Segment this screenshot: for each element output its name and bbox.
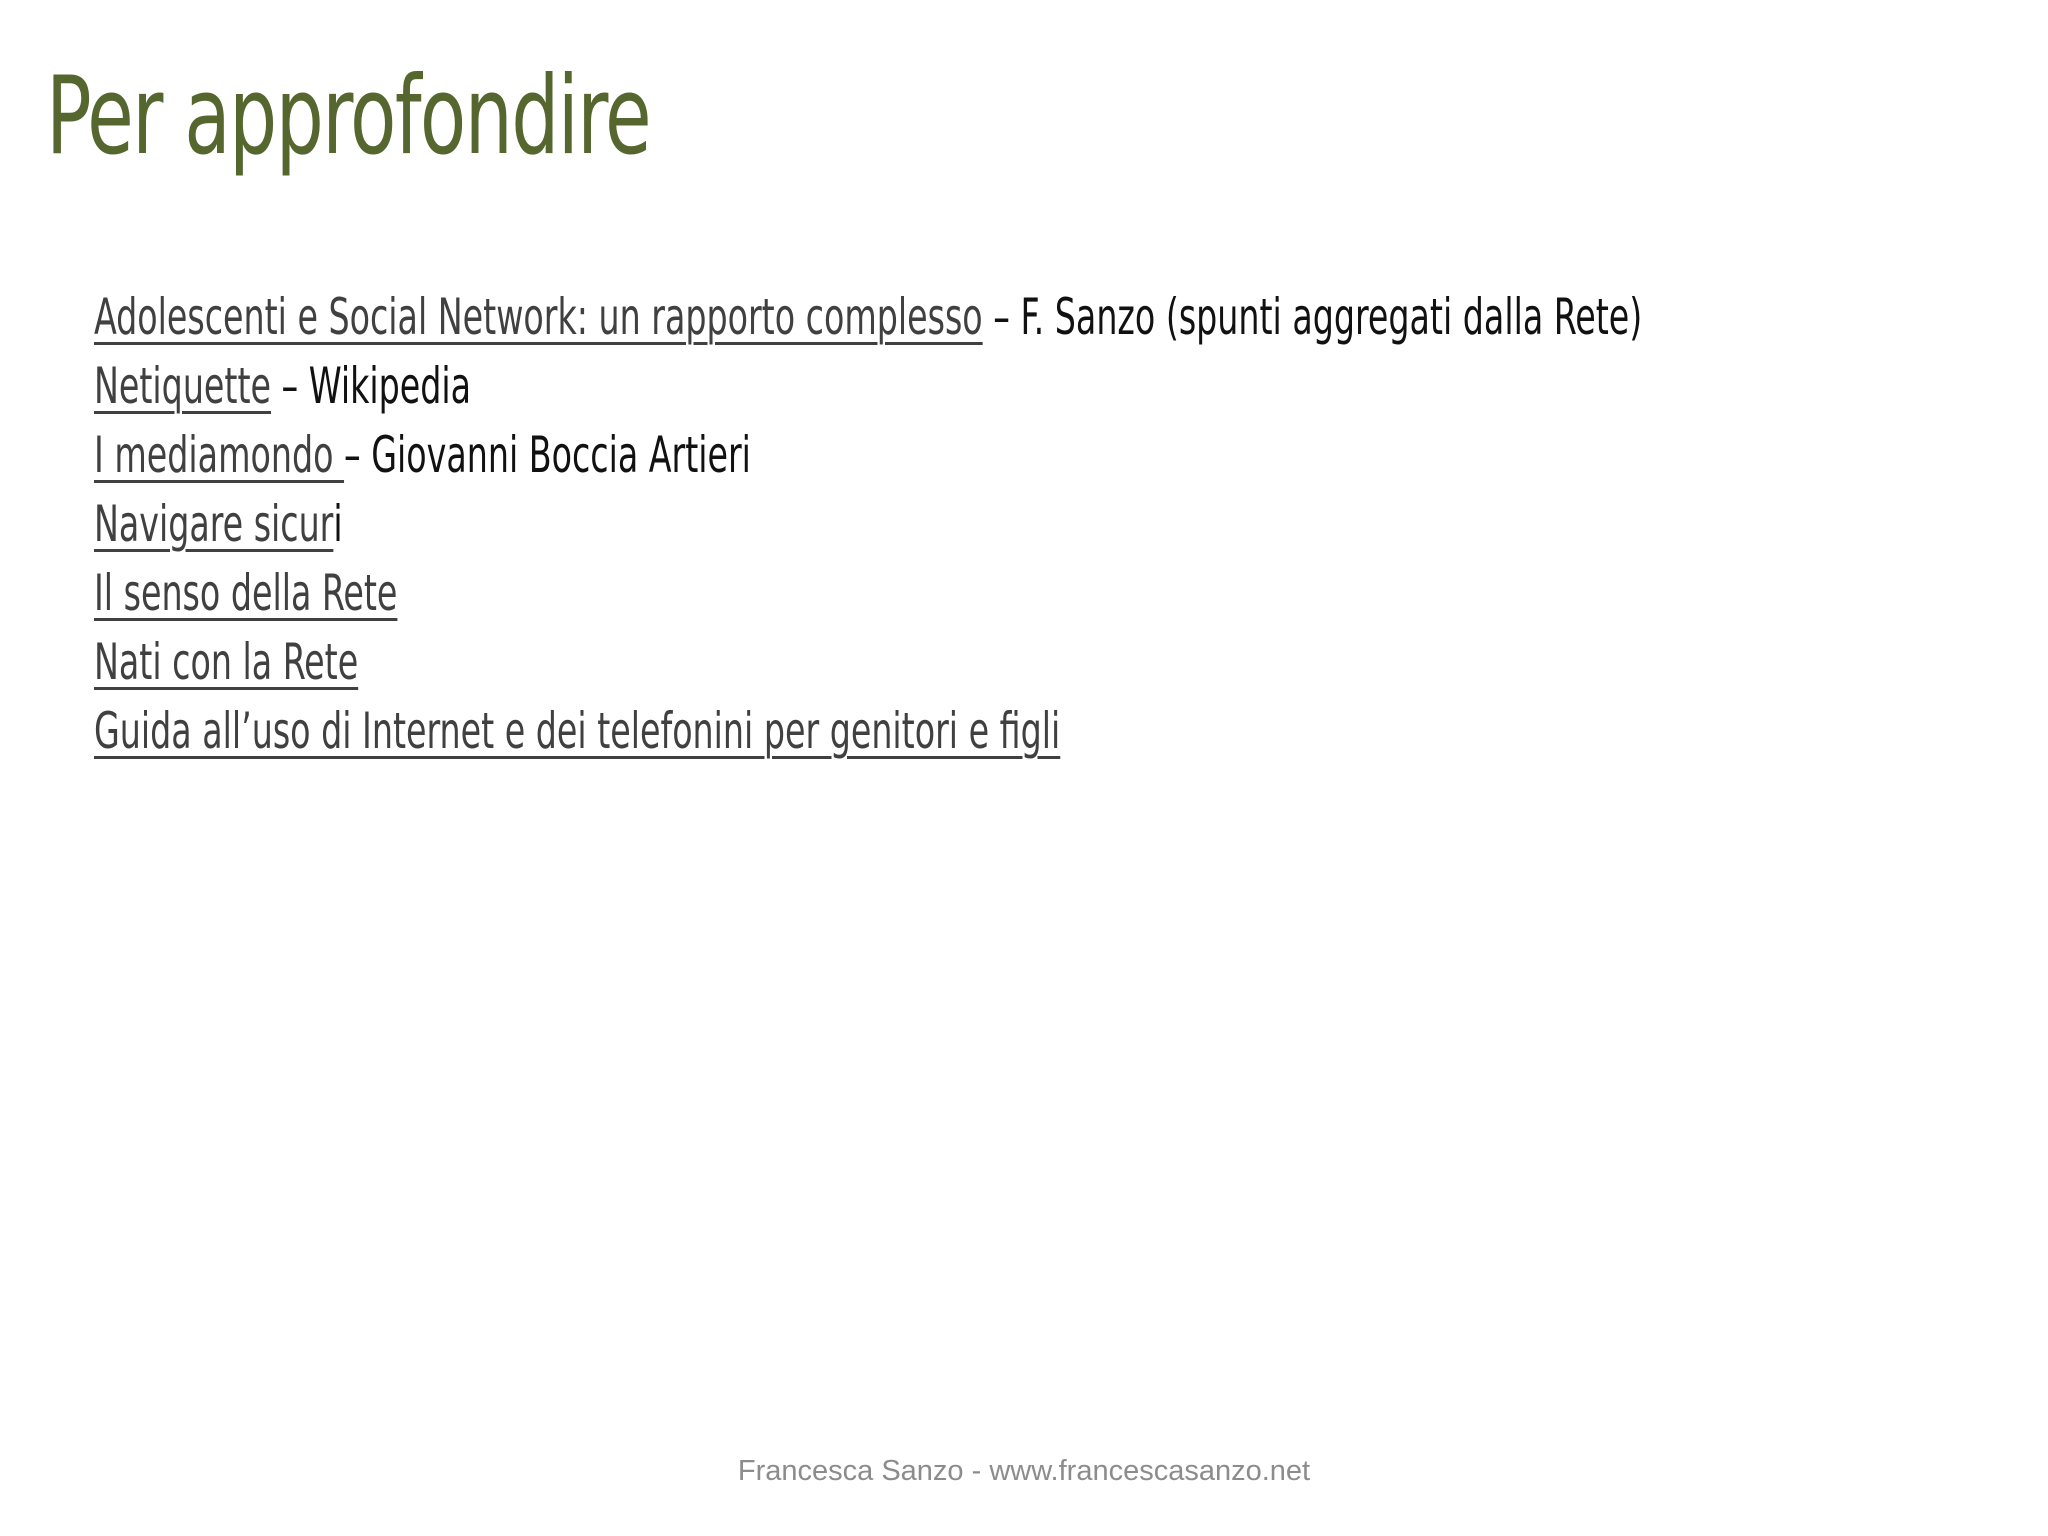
link-netiquette[interactable]: Netiquette (94, 357, 271, 415)
slide-title: Per approfondire (46, 54, 651, 179)
list-item (94, 561, 1642, 630)
list-item (94, 354, 1642, 423)
list-item (94, 423, 1642, 492)
link-senso-della-rete[interactable]: Il senso della Rete (94, 564, 398, 622)
link-nati-con-la-rete[interactable]: Nati con la Rete (94, 633, 359, 691)
link-navigare-sicuri[interactable]: Navigare sicur (94, 495, 334, 553)
list-item (94, 630, 1642, 699)
item-attribution: – Giovanni Boccia Artieri (344, 426, 751, 484)
item-suffix: i (333, 495, 343, 553)
link-mediamondo[interactable]: I mediamondo (94, 426, 345, 484)
item-attribution: – Wikipedia (270, 357, 472, 415)
link-adolescenti-social-network[interactable]: Adolescenti e Social Network: un rapporto complesso (94, 288, 983, 346)
slide-footer: Francesca Sanzo - www.francescasanzo.net (737, 1455, 1311, 1487)
list-item (94, 285, 1642, 354)
reference-list (94, 285, 2048, 768)
list-item (94, 699, 1642, 768)
list-item (94, 492, 1642, 561)
link-guida-internet-telefonini[interactable]: Guida all’uso di Internet e dei telefonini per genitori e figli (94, 702, 1061, 760)
item-attribution: – F. Sanzo (spunti aggregati dalla Rete) (982, 288, 1643, 346)
